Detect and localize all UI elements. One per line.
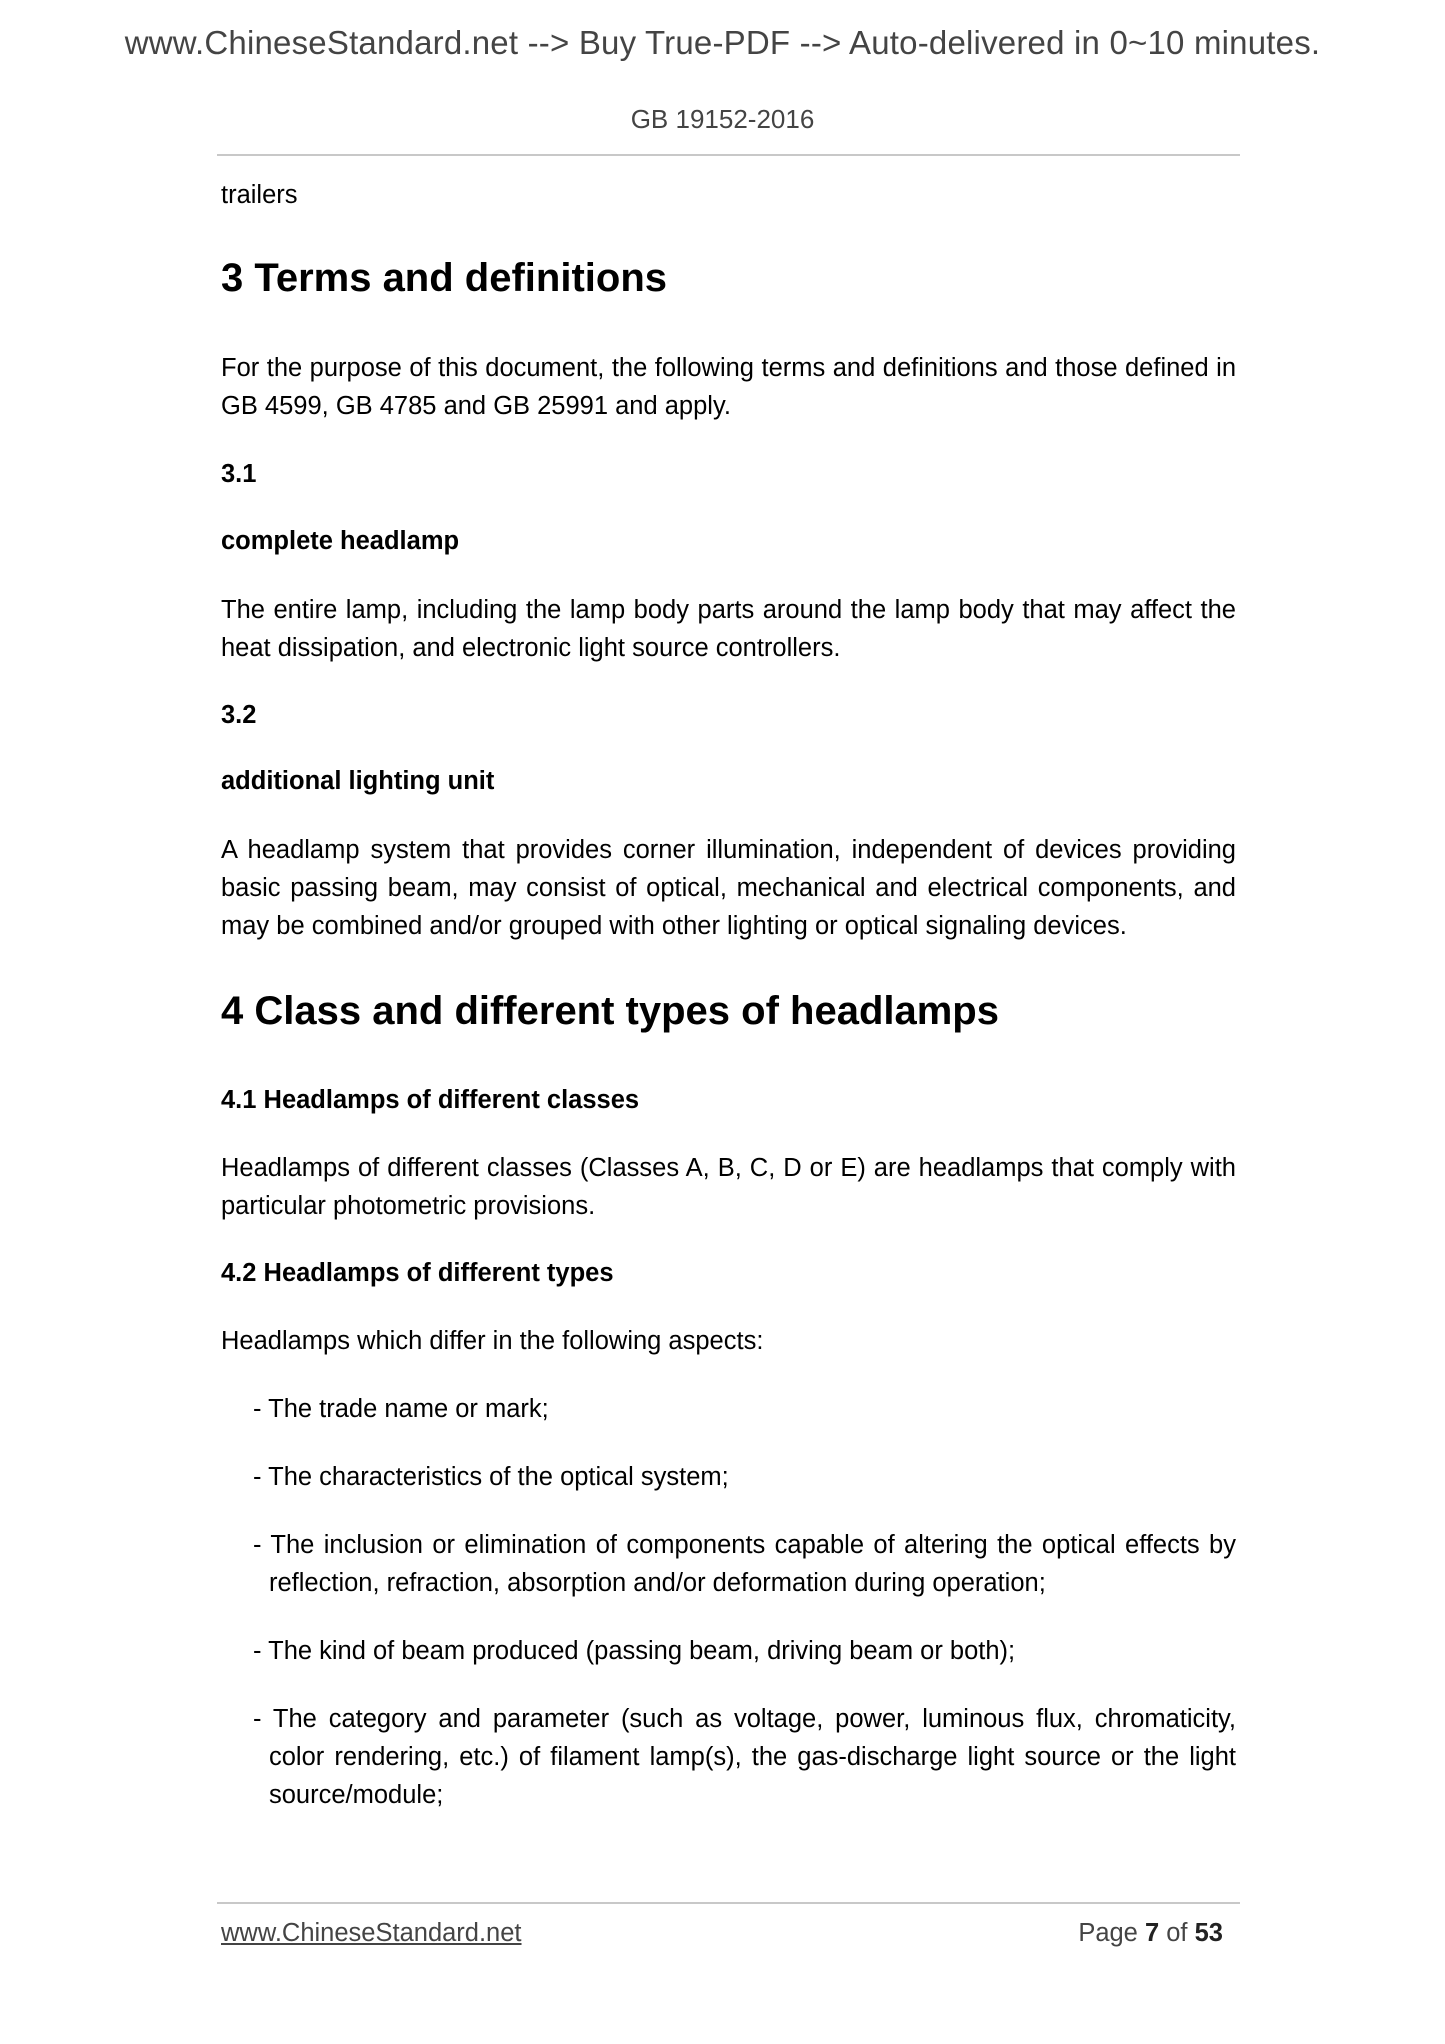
page-label: Page [1078,1919,1138,1947]
list-item: - The category and parameter (such as voltage, power, luminous flux, chromaticity, color rendering, etc.) of filament lamp(s), the gas-discharge light source or the light source/module; [253,1705,1236,1809]
page-number [1078,1919,1223,1948]
subsection-4-2-heading: 4.2 Headlamps of different types [221,1259,614,1287]
list-item: - The characteristics of the optical system; [253,1463,729,1491]
section-4-heading: 4 Class and different types of headlamps [221,989,999,1033]
subsection-4-1-heading: 4.1 Headlamps of different classes [221,1086,640,1114]
list-item: - The kind of beam produced (passing beam, driving beam or both); [253,1637,1016,1665]
page-of-label: of [1166,1919,1188,1947]
term-3-2-name: additional lighting unit [221,767,495,795]
subsection-4-2-intro: Headlamps which differ in the following aspects: [221,1327,764,1355]
term-3-1-number: 3.1 [221,460,257,488]
total-pages: 53 [1194,1919,1223,1947]
term-3-2-number: 3.2 [221,701,257,729]
subsection-4-1-text: Headlamps of different classes (Classes A, B, C, D or E) are headlamps that comply with particular photometric provisions. [221,1154,1236,1220]
header-divider [217,154,1240,156]
current-page: 7 [1144,1919,1160,1947]
section-3-intro: For the purpose of this document, the following terms and definitions and those defined in GB 4599, GB 4785 and GB 25991 and apply. [221,354,1236,420]
footer-website-link[interactable]: www.ChineseStandard.net [221,1919,522,1947]
continued-text: trailers [221,181,298,209]
term-3-1-definition: The entire lamp, including the lamp body parts around the lamp body that may affect the heat dissipation, and electronic light source controllers. [221,596,1236,662]
footer-divider [217,1902,1240,1904]
term-3-1-name: complete headlamp [221,527,460,555]
section-3-heading: 3 Terms and definitions [221,256,667,300]
header-banner: www.ChineseStandard.net --> Buy True-PDF --> Auto-delivered in 0~10 minutes. [124,24,1321,61]
document-id: GB 19152-2016 [630,104,815,134]
list-item: - The trade name or mark; [253,1395,549,1423]
term-3-2-definition: A headlamp system that provides corner illumination, independent of devices providing basic passing beam, may consist of optical, mechanical and electrical components, and may be combined and/or grouped with other lighting or optical signaling devices. [221,836,1236,940]
list-item: - The inclusion or elimination of components capable of altering the optical effects by reflection, refraction, absorption and/or deformation during operation; [253,1531,1236,1597]
